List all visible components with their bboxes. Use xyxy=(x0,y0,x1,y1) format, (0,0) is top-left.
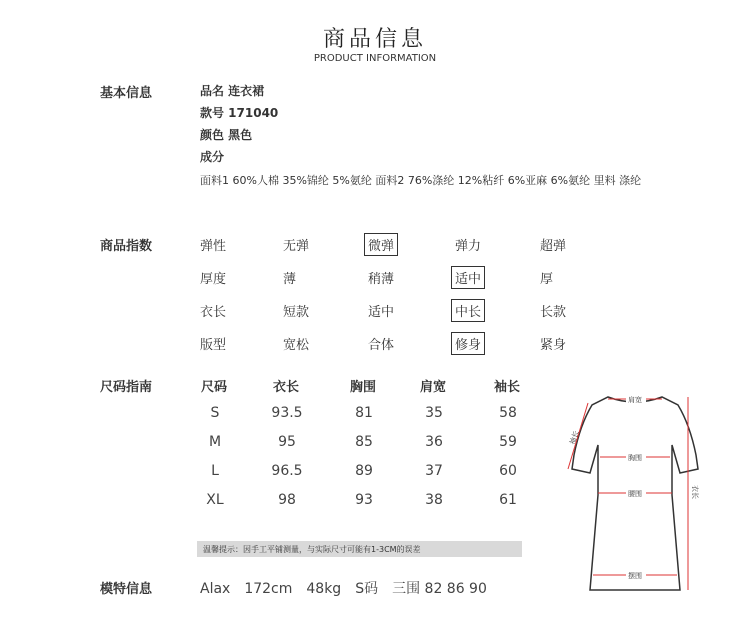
size-value-cell: 89 xyxy=(355,463,373,479)
size-value-cell: 38 xyxy=(425,492,443,508)
size-value-cell: 60 xyxy=(499,463,517,479)
index-option-selected: 适中 xyxy=(451,266,485,289)
index-option: 长款 xyxy=(540,305,567,320)
size-column-header: 胸围 xyxy=(350,380,377,395)
index-row-name: 衣长 xyxy=(200,305,227,320)
page-subtitle: PRODUCT INFORMATION xyxy=(313,53,437,64)
product-model: 款号 171040 xyxy=(200,106,279,120)
hem-label: 摆围 xyxy=(628,572,642,580)
size-label-cell: M xyxy=(208,434,222,450)
measurement-note: 温馨提示：因手工平铺测量，与实际尺寸可能有1-3CM的误差 xyxy=(197,541,522,557)
product-name: 品名 连衣裙 xyxy=(200,84,265,98)
composition-label: 成分 xyxy=(200,150,225,164)
size-value-cell: 58 xyxy=(499,405,517,421)
size-value-cell: 93.5 xyxy=(271,405,303,421)
size-value-cell: 36 xyxy=(425,434,443,450)
composition-text: 面料1 60%人棉 35%锦纶 5%氨纶 面料2 76%涤纶 12%粘纤 6%亚麻 6%氨纶 里料 涤纶 xyxy=(200,174,642,187)
size-value-cell: 81 xyxy=(355,405,373,421)
model-info-text: Alax 172cm 48kg S码 三围 82 86 90 xyxy=(200,581,487,597)
index-row-name: 版型 xyxy=(200,338,227,353)
size-column-header: 衣长 xyxy=(273,380,300,395)
size-label-cell: L xyxy=(211,463,219,479)
size-value-cell: 98 xyxy=(278,492,296,508)
index-option: 短款 xyxy=(283,305,310,320)
size-value-cell: 59 xyxy=(499,434,517,450)
size-value-cell: 37 xyxy=(425,463,443,479)
index-row-name: 厚度 xyxy=(200,272,227,287)
page-title: 商品信息 xyxy=(322,27,427,52)
size-column-header: 袖长 xyxy=(494,380,521,395)
size-label: 尺码指南 xyxy=(100,380,153,395)
sleeve-label: 袖长 xyxy=(568,429,581,446)
index-option: 紧身 xyxy=(540,338,567,353)
size-value-cell: 93 xyxy=(355,492,373,508)
waist-label: 腰围 xyxy=(628,490,642,498)
index-option: 合体 xyxy=(368,338,395,353)
index-option: 适中 xyxy=(368,305,395,320)
product-color: 颜色 黑色 xyxy=(200,128,253,142)
model-info-label: 模特信息 xyxy=(100,582,153,597)
index-option-selected: 中长 xyxy=(451,299,485,322)
index-option: 稍薄 xyxy=(368,272,395,287)
size-column-header: 肩宽 xyxy=(420,380,447,395)
index-option: 厚 xyxy=(540,272,554,287)
index-option: 无弹 xyxy=(283,239,310,254)
size-value-cell: 85 xyxy=(355,434,373,450)
index-option-selected: 修身 xyxy=(451,332,485,355)
index-option: 薄 xyxy=(283,272,297,287)
size-label-cell: XL xyxy=(206,492,224,508)
index-row-name: 弹性 xyxy=(200,239,227,254)
size-label-cell: S xyxy=(210,405,220,421)
chest-label: 胸围 xyxy=(628,454,642,462)
index-option: 宽松 xyxy=(283,338,310,353)
size-value-cell: 35 xyxy=(425,405,443,421)
size-value-cell: 95 xyxy=(278,434,296,450)
index-option: 弹力 xyxy=(455,239,482,254)
shoulder-label: 肩宽 xyxy=(628,396,642,404)
basic-info-label: 基本信息 xyxy=(100,86,153,101)
index-option: 超弹 xyxy=(540,239,567,254)
length-label: 衣长 xyxy=(691,485,699,499)
size-column-header: 尺码 xyxy=(201,380,228,395)
dress-measurement-diagram xyxy=(560,385,710,600)
size-value-cell: 61 xyxy=(499,492,517,508)
index-label: 商品指数 xyxy=(100,239,153,254)
size-value-cell: 96.5 xyxy=(271,463,303,479)
index-option-selected: 微弹 xyxy=(364,233,398,256)
